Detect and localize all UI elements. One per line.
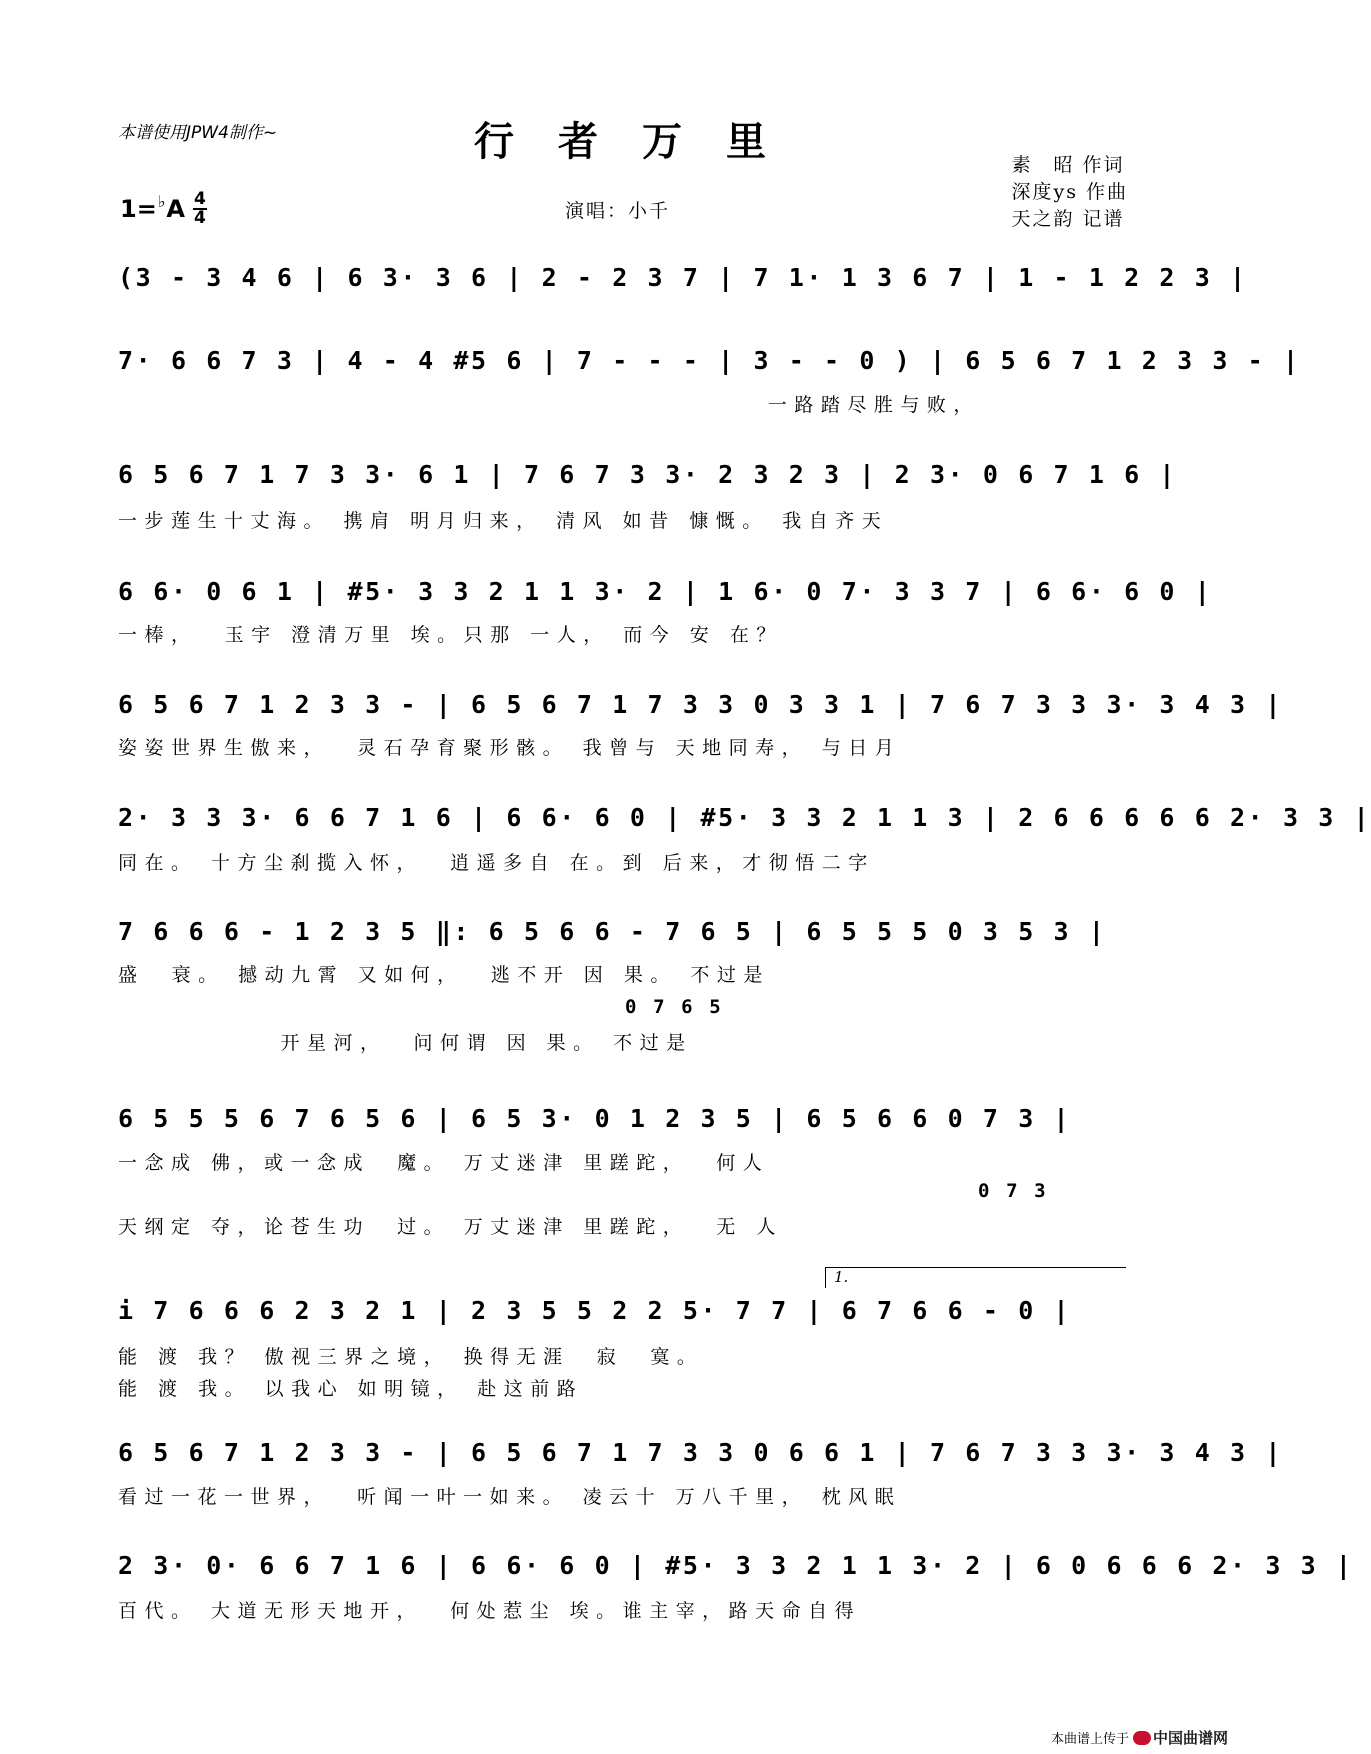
made-with-note: 本谱使用JPW4制作~ — [118, 123, 278, 143]
lyric-line-verse2: 开星河， 问何谓 因 果。 不过是 — [118, 1032, 693, 1054]
lyric-line: 一路踏尽胜与败， — [118, 394, 980, 416]
lyric-line: 看过一花一世界， 听闻一叶一如来。 凌云十 万八千里， 枕风眠 — [118, 1486, 902, 1508]
key-signature — [120, 189, 207, 228]
lyric-line: 能 渡 我？ 傲视三界之境， 换得无涯 寂 寞。 — [118, 1346, 704, 1368]
key-prefix: 1= — [120, 195, 157, 223]
notation-line: 6 5 5 5 6 7 6 5 6 | 6 5 3· 0 1 2 3 5 | 6 5 6 6 0 7 3 | — [118, 1104, 1072, 1133]
lyricist-credit: 素 昭 作词 — [1011, 154, 1125, 176]
time-top: 4 — [194, 189, 206, 209]
lyric-line: 姿姿世界生傲来， 灵石孕育聚形骸。 我曾与 天地同寿， 与日月 — [118, 737, 902, 759]
credits — [1011, 152, 1128, 233]
notation-line: 6 5 6 7 1 2 3 3 - | 6 5 6 7 1 7 3 3 0 3 3 1 | 7 6 7 3 3 3· 3 4 3 | — [118, 690, 1283, 719]
volta-label: 1. — [834, 1268, 849, 1286]
lyric-line: 一棒， 玉宇 澄清万里 埃。只那 一人， 而今 安 在？ — [118, 624, 783, 646]
composer-credit: 深度ys 作曲 — [1011, 181, 1128, 203]
ossia-notes: 0 7 3 — [978, 1180, 1049, 1202]
lyric-line: 一念成 佛，或一念成 魔。 万丈迷津 里蹉跎， 何人 — [118, 1152, 770, 1174]
ossia-notes: 0 7 6 5 — [625, 996, 724, 1018]
page-title: 行者万里 — [474, 118, 810, 165]
lyric-line-verse2: 天纲定 夺，论苍生功 过。 万丈迷津 里蹉跎， 无 人 — [118, 1216, 783, 1238]
notation-line: 7 6 6 6 - 1 2 3 5 ‖: 6 5 6 6 - 7 6 5 | 6 5 5 5 0 3 5 3 | — [118, 917, 1107, 946]
notation-line: 6 6· 0 6 1 | #5· 3 3 2 1 1 3· 2 | 1 6· 0 7· 3 3 7 | 6 6· 6 0 | — [118, 577, 1213, 606]
transcriber-credit: 天之韵 记谱 — [1011, 208, 1125, 230]
volta-bracket — [825, 1267, 1126, 1288]
singer: 演唱：小千 — [565, 200, 671, 222]
lyric-line: 盛 衰。 撼动九霄 又如何， 逃不开 因 果。 不过是 — [118, 964, 770, 986]
notation-line: 2 3· 0· 6 6 7 1 6 | 6 6· 6 0 | #5· 3 3 2 1 1 3· 2 | 6 0 6 6 6 2· 3 3 | — [118, 1551, 1354, 1580]
footer-uploaded: 本曲谱上传于 — [1050, 1732, 1129, 1747]
notation-line: 7· 6 6 7 3 | 4 - 4 #5 6 | 7 - - - | 3 - - 0 ) | 6 5 6 7 1 2 3 3 - | — [118, 346, 1301, 375]
lyric-line: 百代。 大道无形天地开， 何处惹尘 埃。谁主宰，路天命自得 — [118, 1600, 862, 1622]
lyric-line-verse2: 能 渡 我。 以我心 如明镜， 赴这前路 — [118, 1378, 584, 1400]
footer — [1051, 1727, 1228, 1748]
notation-line: 6 5 6 7 1 7 3 3· 6 1 | 7 6 7 3 3· 2 3 2 3 | 2 3· 0 6 7 1 6 | — [118, 460, 1178, 489]
notation-line: 2· 3 3 3· 6 6 7 1 6 | 6 6· 6 0 | #5· 3 3 2 1 1 3 | 2 6 6 6 6 6 2· 3 3 | — [118, 803, 1371, 832]
notation-line: 6 5 6 7 1 2 3 3 - | 6 5 6 7 1 7 3 3 0 6 6 1 | 7 6 7 3 3 3· 3 4 3 | — [118, 1438, 1283, 1467]
flat-icon: ♭ — [157, 191, 166, 211]
site-logo[interactable] — [1133, 1727, 1228, 1748]
lyric-line: 一步莲生十丈海。 携肩 明月归来， 清风 如昔 慷慨。 我自齐天 — [118, 510, 889, 532]
site-name: 中国曲谱网 — [1152, 1729, 1228, 1747]
lyric-line: 同在。 十方尘刹揽入怀， 逍遥多自 在。到 后来，才彻悟二字 — [118, 852, 875, 874]
key-note: A — [166, 195, 185, 223]
time-signature — [193, 189, 207, 228]
notation-line: i 7 6 6 6 2 3 2 1 | 2 3 5 5 2 2 5· 7 7 | 6 7 6 6 - 0 | — [118, 1296, 1072, 1325]
site-logo-icon — [1133, 1731, 1151, 1745]
notation-line: (3 - 3 4 6 | 6 3· 3 6 | 2 - 2 3 7 | 7 1· 1 3 6 7 | 1 - 1 2 2 3 | — [118, 263, 1248, 292]
time-bottom: 4 — [194, 208, 206, 228]
